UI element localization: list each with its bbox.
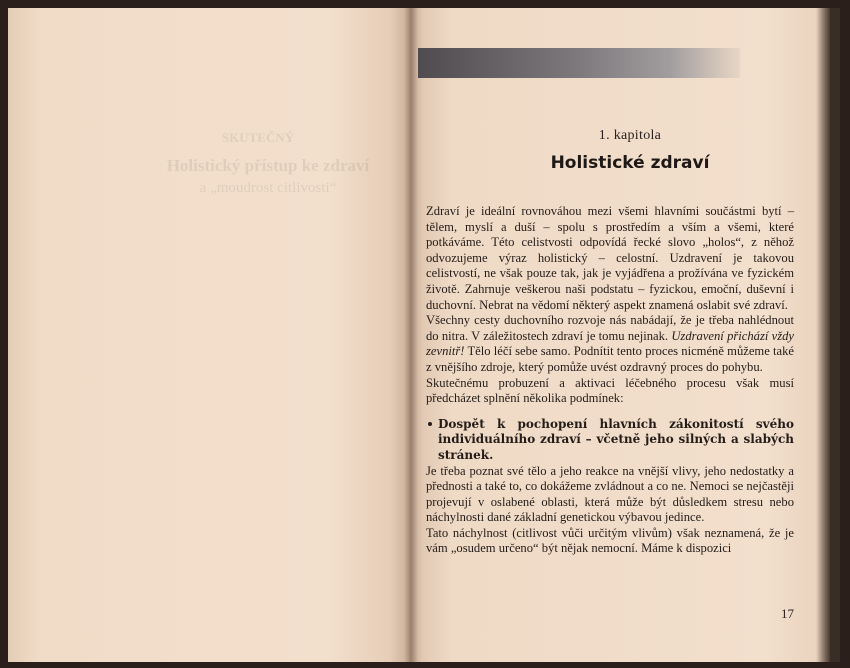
paragraph-2-emphasis: Uzdravení přichází vždy zevnitř! [426, 328, 794, 359]
open-book [8, 8, 840, 662]
paragraph-3-text: Skutečnému probuzení a aktivaci léčebného procesu však musí předcházet splnění několika podmínek: [426, 375, 794, 406]
paragraph-2-tail: Tělo léčí sebe samo. Podnítit tento proces nicméně můžeme také z vnějšího zdroje, který pomůže uvést ozdravný proces do pohybu. [426, 344, 794, 374]
paragraph-2-lead: Všechny cesty duchovního rozvoje nás nabádají, že je třeba nahlédnout do nitra. V záležitostech zdraví je tomu nejinak. [426, 313, 794, 343]
chapter-title: Holistické zdraví [550, 153, 710, 173]
chapter-number: 1. kapitola [598, 128, 662, 143]
left-page [8, 8, 410, 662]
bullet-dot-icon [428, 422, 432, 426]
right-page [410, 8, 830, 662]
page-number: 17 [781, 606, 794, 621]
ghost-text-line-1: SKUTEČNÝ [221, 130, 295, 145]
book-spine [404, 8, 418, 662]
bullet-point [426, 417, 794, 464]
page-edge-shadow [816, 8, 830, 662]
paragraph-4 [426, 464, 794, 526]
paragraph-3 [426, 376, 794, 407]
chapter-header-bar [418, 48, 740, 78]
paragraph-2 [426, 313, 794, 375]
bullet-text: Dospět k pochopení hlavních zákonitostí svého individuálního zdraví – včetně jeho silných a slabých stránek. [438, 416, 794, 462]
paragraph-4-text: Je třeba poznat své tělo a jeho reakce na vnější vlivy, jeho nedostatky a přednosti a také to, co dokážeme zvládnout a co ne. Nemoci se nejčastěji projevují v oslabené oblasti, která může být důsledkem stresu nebo náchylnosti dané základní genetickou výbavou jedince. [426, 463, 794, 525]
paragraph-5 [426, 526, 794, 557]
ghost-text-line-2: Holistický přístup ke zdraví [166, 156, 370, 175]
ghost-text-line-3: a „moudrost citlivosti“ [199, 180, 337, 196]
chapter-body [426, 204, 794, 557]
paragraph-1 [426, 204, 794, 313]
paragraph-1-text: Zdraví je ideální rovnováhou mezi všemi hlavními součástmi bytí – tělem, myslí a duší – spolu s prostředím a vším a všemi, které potkáváme. Této celistvosti odpovídá řecké slovo „holos“, z něhož odvozujeme výraz holistický – celostní. Uzdravení je takovou celistvostí, ne však pouze tak, jak je vyjádřena a prožívána ve fyzickém životě. Zahrnuje veškerou naši podstatu – fyzickou, emoční, duševní i duchovní. Nebrat na vědomí některý aspekt znamená oslabit své zdraví. [426, 204, 794, 312]
paragraph-5-text: Tato náchylnost (citlivost vůči určitým vlivům) však neznamená, že je vám „osudem určeno“ být nějak nemocní. Máme k dispozici [426, 525, 794, 556]
